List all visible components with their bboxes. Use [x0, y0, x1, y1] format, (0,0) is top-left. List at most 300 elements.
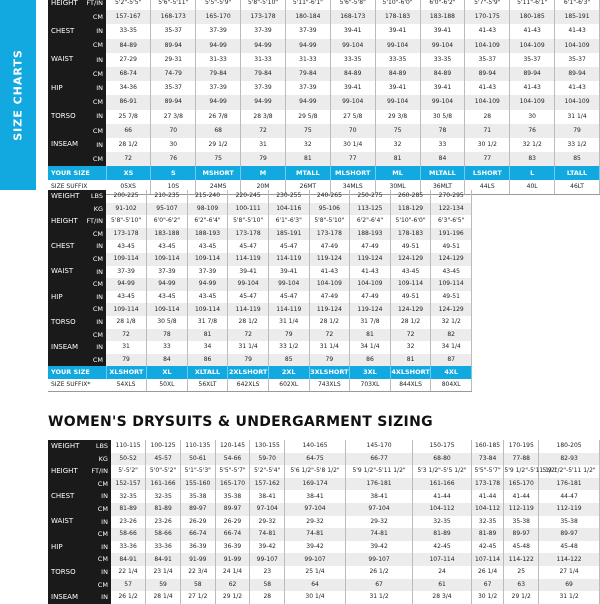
row-unit: IN — [85, 591, 111, 604]
table-cell: 31 — [106, 341, 147, 354]
your-size-row — [48, 166, 600, 180]
row-label — [48, 152, 82, 166]
table-row — [48, 124, 600, 138]
your-size-label: YOUR SIZE — [48, 166, 106, 180]
table-cell: 89-94 — [151, 39, 196, 53]
table-cell: 27 1/4 — [539, 566, 600, 579]
table-cell: 59-70 — [250, 453, 285, 466]
table-cell: 5'8"-5'10" — [106, 215, 147, 228]
table-cell: 66-74 — [180, 528, 215, 541]
table-cell: 79-84 — [196, 67, 241, 81]
table-cell: 5'2"-5'4" — [250, 465, 285, 478]
table-cell: 58 — [250, 579, 285, 592]
table-cell: 41-43 — [350, 266, 391, 279]
table-cell: 230-255 — [268, 190, 309, 203]
table-cell: 79 — [228, 354, 269, 367]
table-cell: 89-94 — [151, 95, 196, 109]
table-cell: 178-183 — [390, 228, 431, 241]
table-cell: 67 — [471, 579, 504, 592]
table-cell: 5'0"-5'2" — [146, 465, 181, 478]
table-cell: 176-181 — [345, 478, 412, 491]
table-cell: 81-89 — [111, 503, 146, 516]
table-cell: 5'10"-6'0" — [390, 215, 431, 228]
table-cell: 79 — [309, 354, 350, 367]
size-suffix-cell: 40L — [510, 180, 555, 194]
table-cell: 74-81 — [250, 528, 285, 541]
table-cell: 41-44 — [471, 490, 504, 503]
table-cell: 250-275 — [350, 190, 391, 203]
table-cell: 104-109 — [465, 95, 510, 109]
table-cell: 45-47 — [228, 240, 269, 253]
table-cell: 99-104 — [330, 95, 375, 109]
table-cell: 31 1/4 — [268, 316, 309, 329]
table-cell: 41-43 — [465, 81, 510, 95]
table-cell: 43-45 — [106, 291, 147, 304]
size-label-cell: MSHORT — [196, 166, 241, 180]
table-cell: 145-170 — [345, 440, 412, 453]
table-cell: 37-39 — [241, 24, 286, 38]
table-cell: 97-104 — [250, 503, 285, 516]
table-cell: 34 — [187, 341, 228, 354]
table-cell: 150-175 — [413, 440, 472, 453]
size-suffix-cell: 10S — [151, 180, 196, 194]
table-cell: 270-295 — [431, 190, 472, 203]
size-label-cell: MLTALL — [420, 166, 465, 180]
table-cell: 183-188 — [147, 228, 188, 241]
row-unit: IN — [82, 138, 106, 152]
table-cell: 38-41 — [250, 490, 285, 503]
row-unit: FT/IN — [82, 0, 106, 10]
table-cell: 89-94 — [465, 67, 510, 81]
row-label: HIP — [48, 541, 85, 554]
sidebar-title: SIZE CHARTS — [11, 49, 25, 141]
size-label-cell: XL — [147, 366, 188, 379]
table-cell: 41-43 — [309, 266, 350, 279]
table-cell: 34-36 — [106, 81, 151, 95]
table-row — [48, 278, 472, 291]
table-cell: 32-35 — [413, 516, 472, 529]
womens-section-heading: WOMEN'S DRYSUITS & UNDERGARMENT SIZING — [48, 414, 433, 430]
row-label: TORSO — [48, 110, 82, 124]
table-cell: 37-39 — [241, 81, 286, 95]
table-cell: 29 1/2 — [504, 591, 539, 604]
row-unit: KG — [82, 203, 106, 216]
table-cell: 38-41 — [345, 490, 412, 503]
table-cell: 24 1/4 — [215, 566, 250, 579]
row-unit: CM — [85, 553, 111, 566]
table-cell: 32 1/2 — [431, 316, 472, 329]
mens-size-table-top — [48, 0, 600, 195]
table-cell: 37-39 — [196, 24, 241, 38]
size-label-cell: MTALL — [285, 166, 330, 180]
table-row — [48, 39, 600, 53]
row-unit: CM — [85, 478, 111, 491]
row-label: INSEAM — [48, 341, 82, 354]
size-suffix-cell: 642XLS — [228, 379, 269, 392]
table-cell: 99-107 — [250, 553, 285, 566]
size-suffix-label: SIZE SUFFIX — [48, 180, 106, 194]
table-cell: 6'0"-6'2" — [147, 215, 188, 228]
size-label-cell: 2XL — [268, 366, 309, 379]
size-label-cell: 4XL — [431, 366, 472, 379]
table-cell: 26 7/8 — [196, 110, 241, 124]
table-cell: 112-119 — [539, 503, 600, 516]
table-cell: 168-173 — [330, 10, 375, 24]
size-label-cell: L — [510, 166, 555, 180]
table-cell: 30 1/4 — [330, 138, 375, 152]
table-cell: 81 — [375, 152, 420, 166]
table-cell: 99-104 — [420, 39, 465, 53]
size-suffix-label: SIZE SUFFIX* — [48, 379, 106, 392]
size-suffix-cell: 36MLT — [420, 180, 465, 194]
row-unit: CM — [82, 228, 106, 241]
table-cell: 29-32 — [250, 516, 285, 529]
row-label: CHEST — [48, 240, 82, 253]
size-suffix-cell: 602XL — [268, 379, 309, 392]
table-cell: 79 — [106, 354, 147, 367]
table-cell: 84-89 — [106, 39, 151, 53]
table-cell: 78 — [420, 124, 465, 138]
table-row — [48, 266, 472, 279]
table-cell: 91-99 — [180, 553, 215, 566]
table-cell: 104-109 — [510, 39, 555, 53]
table-cell: 31-33 — [285, 53, 330, 67]
table-row — [48, 291, 472, 304]
table-cell: 5'6 1/2"-5'8 1/2" — [285, 465, 346, 478]
table-cell: 94-99 — [285, 39, 330, 53]
table-cell: 86-91 — [106, 95, 151, 109]
row-label: HIP — [48, 81, 82, 95]
table-cell: 44-47 — [539, 490, 600, 503]
row-label: CHEST — [48, 490, 85, 503]
table-cell: 94-99 — [187, 278, 228, 291]
table-cell: 37-39 — [106, 266, 147, 279]
table-cell: 99-104 — [375, 39, 420, 53]
table-cell: 91-102 — [106, 203, 147, 216]
table-cell: 107-114 — [471, 553, 504, 566]
row-unit: IN — [85, 516, 111, 529]
row-unit: FT/IN — [85, 465, 111, 478]
table-cell: 109-114 — [147, 253, 188, 266]
row-unit: CM — [85, 503, 111, 516]
row-label — [48, 67, 82, 81]
table-cell: 77 — [465, 152, 510, 166]
mens-size-table-big — [48, 190, 472, 392]
table-cell: 99-104 — [330, 39, 375, 53]
table-cell: 49-51 — [431, 291, 472, 304]
table-cell: 45-47 — [268, 240, 309, 253]
table-cell: 30 1/4 — [285, 591, 346, 604]
table-cell: 79-84 — [241, 67, 286, 81]
table-cell: 31-33 — [196, 53, 241, 67]
table-cell: 22 1/4 — [111, 566, 146, 579]
table-cell: 31 1/4 — [228, 341, 269, 354]
row-label: WEIGHT — [48, 190, 82, 203]
table-cell: 97-104 — [345, 503, 412, 516]
row-label — [48, 95, 82, 109]
table-cell: 165-170 — [504, 478, 539, 491]
table-cell: 119-124 — [350, 303, 391, 316]
row-label: HIP — [48, 291, 82, 304]
table-cell: 109-114 — [431, 278, 472, 291]
table-cell: 78 — [147, 329, 188, 342]
row-label — [48, 503, 85, 516]
table-cell: 5'9 1/2"-5'11 1/2" — [345, 465, 412, 478]
table-cell: 23-26 — [146, 516, 181, 529]
table-cell: 70 — [330, 124, 375, 138]
table-cell: 34 1/4 — [350, 341, 391, 354]
your-size-label: YOUR SIZE — [48, 366, 106, 379]
table-cell: 86 — [187, 354, 228, 367]
table-cell: 173-178 — [241, 10, 286, 24]
table-cell: 33-36 — [146, 541, 181, 554]
table-cell: 85 — [555, 152, 600, 166]
table-cell: 95-106 — [309, 203, 350, 216]
table-cell: 39-41 — [375, 81, 420, 95]
table-cell: 25 1/4 — [285, 566, 346, 579]
table-cell: 35-37 — [465, 53, 510, 67]
table-cell: 84 — [147, 354, 188, 367]
table-cell: 104-109 — [555, 95, 600, 109]
size-label-cell: 4XLSHORT — [390, 366, 431, 379]
table-cell: 41-44 — [504, 490, 539, 503]
table-cell: 79-84 — [285, 67, 330, 81]
table-cell: 30 5/8 — [147, 316, 188, 329]
table-cell: 72 — [106, 152, 151, 166]
table-cell: 33 — [147, 341, 188, 354]
row-unit: IN — [82, 316, 106, 329]
table-cell: 31 1/2 — [539, 591, 600, 604]
table-cell: 124-129 — [431, 303, 472, 316]
table-cell: 173-178 — [228, 228, 269, 241]
table-cell: 34 1/4 — [431, 341, 472, 354]
table-cell: 109-114 — [187, 253, 228, 266]
table-cell: 98-109 — [187, 203, 228, 216]
your-size-row — [48, 366, 472, 379]
table-cell: 114-119 — [228, 303, 269, 316]
table-cell: 28 1/2 — [106, 138, 151, 152]
table-cell: 173-178 — [106, 228, 147, 241]
table-cell: 109-114 — [390, 278, 431, 291]
table-cell: 94-99 — [106, 278, 147, 291]
table-cell: 5'11"-6'1" — [510, 0, 555, 10]
row-unit: IN — [85, 541, 111, 554]
table-cell: 28 1/2 — [390, 316, 431, 329]
table-cell: 35-38 — [215, 490, 250, 503]
table-cell: 73-84 — [471, 453, 504, 466]
table-cell: 33-35 — [106, 24, 151, 38]
table-cell: 39-42 — [250, 541, 285, 554]
table-row — [48, 303, 472, 316]
table-cell: 29 1/2 — [215, 591, 250, 604]
table-row — [48, 316, 472, 329]
row-unit: IN — [85, 490, 111, 503]
row-unit: FT/IN — [82, 215, 106, 228]
table-cell: 39-41 — [420, 24, 465, 38]
size-label-cell: XLSHORT — [106, 366, 147, 379]
table-cell: 81 — [390, 354, 431, 367]
row-label — [48, 124, 82, 138]
row-unit: CM — [85, 579, 111, 592]
table-cell: 89-94 — [555, 67, 600, 81]
table-cell: 185-191 — [268, 228, 309, 241]
size-suffix-cell: 24MS — [196, 180, 241, 194]
table-cell: 79 — [555, 124, 600, 138]
table-cell: 27 1/2 — [180, 591, 215, 604]
table-cell: 43-45 — [106, 240, 147, 253]
table-cell: 31 — [241, 138, 286, 152]
table-cell: 109-114 — [106, 303, 147, 316]
size-label-cell: LSHORT — [465, 166, 510, 180]
table-cell: 119-124 — [309, 253, 350, 266]
row-label: HEIGHT — [48, 465, 85, 478]
size-label-cell: 3XLSHORT — [309, 366, 350, 379]
table-cell: 32 — [390, 341, 431, 354]
table-cell: 173-178 — [471, 478, 504, 491]
row-label — [48, 553, 85, 566]
table-cell: 84-89 — [420, 67, 465, 81]
table-cell: 28 1/8 — [106, 316, 147, 329]
table-cell: 200-225 — [106, 190, 147, 203]
table-cell: 49-51 — [390, 240, 431, 253]
table-cell: 91-99 — [215, 553, 250, 566]
table-cell: 99-104 — [268, 278, 309, 291]
table-cell: 45-48 — [539, 541, 600, 554]
table-cell: 110-115 — [111, 440, 146, 453]
row-label — [48, 528, 85, 541]
table-cell: 33-36 — [111, 541, 146, 554]
table-cell: 89-97 — [180, 503, 215, 516]
table-cell: 124-129 — [390, 253, 431, 266]
table-cell: 25 — [504, 566, 539, 579]
table-cell: 43-45 — [147, 240, 188, 253]
table-cell: 99-107 — [345, 553, 412, 566]
table-cell: 74-79 — [151, 67, 196, 81]
table-cell: 81-89 — [413, 528, 472, 541]
row-unit: CM — [82, 152, 106, 166]
table-cell: 64 — [285, 579, 346, 592]
table-cell: 41-43 — [510, 24, 555, 38]
table-cell: 35-37 — [510, 53, 555, 67]
table-cell: 25 7/8 — [106, 110, 151, 124]
row-unit: CM — [82, 329, 106, 342]
table-cell: 191-196 — [431, 228, 472, 241]
table-cell: 160-185 — [471, 440, 504, 453]
table-cell: 99-104 — [375, 95, 420, 109]
row-label: HEIGHT — [48, 215, 82, 228]
table-cell: 180-185 — [510, 10, 555, 24]
table-cell: 32-35 — [471, 516, 504, 529]
table-cell: 67 — [345, 579, 412, 592]
table-cell: 110-135 — [180, 440, 215, 453]
table-cell: 84 — [420, 152, 465, 166]
table-cell: 31-33 — [241, 53, 286, 67]
table-cell: 104-109 — [350, 278, 391, 291]
size-label-cell: XLTALL — [187, 366, 228, 379]
row-label — [48, 253, 82, 266]
table-cell: 84-89 — [330, 67, 375, 81]
table-cell: 114-119 — [228, 253, 269, 266]
table-cell: 76 — [510, 124, 555, 138]
table-row — [48, 190, 472, 203]
table-cell: 31 7/8 — [350, 316, 391, 329]
table-cell: 109-114 — [187, 303, 228, 316]
row-label — [48, 278, 82, 291]
table-cell: 39-41 — [330, 24, 375, 38]
table-cell: 173-178 — [309, 228, 350, 241]
table-cell: 32 — [285, 138, 330, 152]
table-cell: 45-48 — [504, 541, 539, 554]
table-cell: 124-129 — [431, 253, 472, 266]
table-cell: 114-122 — [504, 553, 539, 566]
row-unit: IN — [82, 291, 106, 304]
size-label-cell: LTALL — [555, 166, 600, 180]
table-cell: 28 — [250, 591, 285, 604]
row-unit: LBS — [82, 190, 106, 203]
table-cell: 29-31 — [151, 53, 196, 67]
table-row — [48, 152, 600, 166]
table-row — [48, 541, 600, 554]
table-cell: 94-99 — [241, 39, 286, 53]
size-suffix-row — [48, 379, 472, 392]
table-cell: 109-114 — [147, 303, 188, 316]
table-cell: 99-104 — [228, 278, 269, 291]
table-cell: 176-181 — [539, 478, 600, 491]
table-cell: 188-193 — [187, 228, 228, 241]
table-cell: 58-66 — [111, 528, 146, 541]
table-cell: 5'10"-6'0" — [375, 0, 420, 10]
table-cell: 33-35 — [375, 53, 420, 67]
table-row — [48, 53, 600, 67]
table-cell: 161-166 — [146, 478, 181, 491]
table-cell: 77 — [330, 152, 375, 166]
table-cell: 39-41 — [330, 81, 375, 95]
table-cell: 87 — [431, 354, 472, 367]
table-cell: 30 — [151, 138, 196, 152]
table-row — [48, 228, 472, 241]
table-cell: 109-114 — [106, 253, 147, 266]
table-cell: 28 1/2 — [228, 316, 269, 329]
row-unit: CM — [82, 95, 106, 109]
size-suffix-cell: 54XLS — [106, 379, 147, 392]
row-unit: CM — [82, 124, 106, 138]
size-suffix-cell: 46LT — [555, 180, 600, 194]
row-label: HEIGHT — [48, 0, 82, 10]
table-cell: 75 — [375, 124, 420, 138]
table-cell: 50-52 — [111, 453, 146, 466]
table-cell: 5'7"-5'9" — [465, 0, 510, 10]
size-suffix-cell: 20M — [241, 180, 286, 194]
table-cell: 168-173 — [151, 10, 196, 24]
table-cell: 85 — [268, 354, 309, 367]
table-cell: 33 1/2 — [555, 138, 600, 152]
table-cell: 47-49 — [309, 291, 350, 304]
table-cell: 71 — [465, 124, 510, 138]
table-cell: 26 1/4 — [471, 566, 504, 579]
size-suffix-cell: 703XL — [350, 379, 391, 392]
size-suffix-cell: 804XL — [431, 379, 472, 392]
table-cell: 39-41 — [420, 81, 465, 95]
table-cell: 155-160 — [180, 478, 215, 491]
table-cell: 47-49 — [309, 240, 350, 253]
table-cell: 27 3/8 — [151, 110, 196, 124]
table-cell: 99-107 — [285, 553, 346, 566]
table-cell: 37-39 — [187, 266, 228, 279]
table-cell: 6'1"-6'3" — [268, 215, 309, 228]
table-row — [48, 138, 600, 152]
table-cell: 81 — [350, 329, 391, 342]
row-label — [48, 303, 82, 316]
